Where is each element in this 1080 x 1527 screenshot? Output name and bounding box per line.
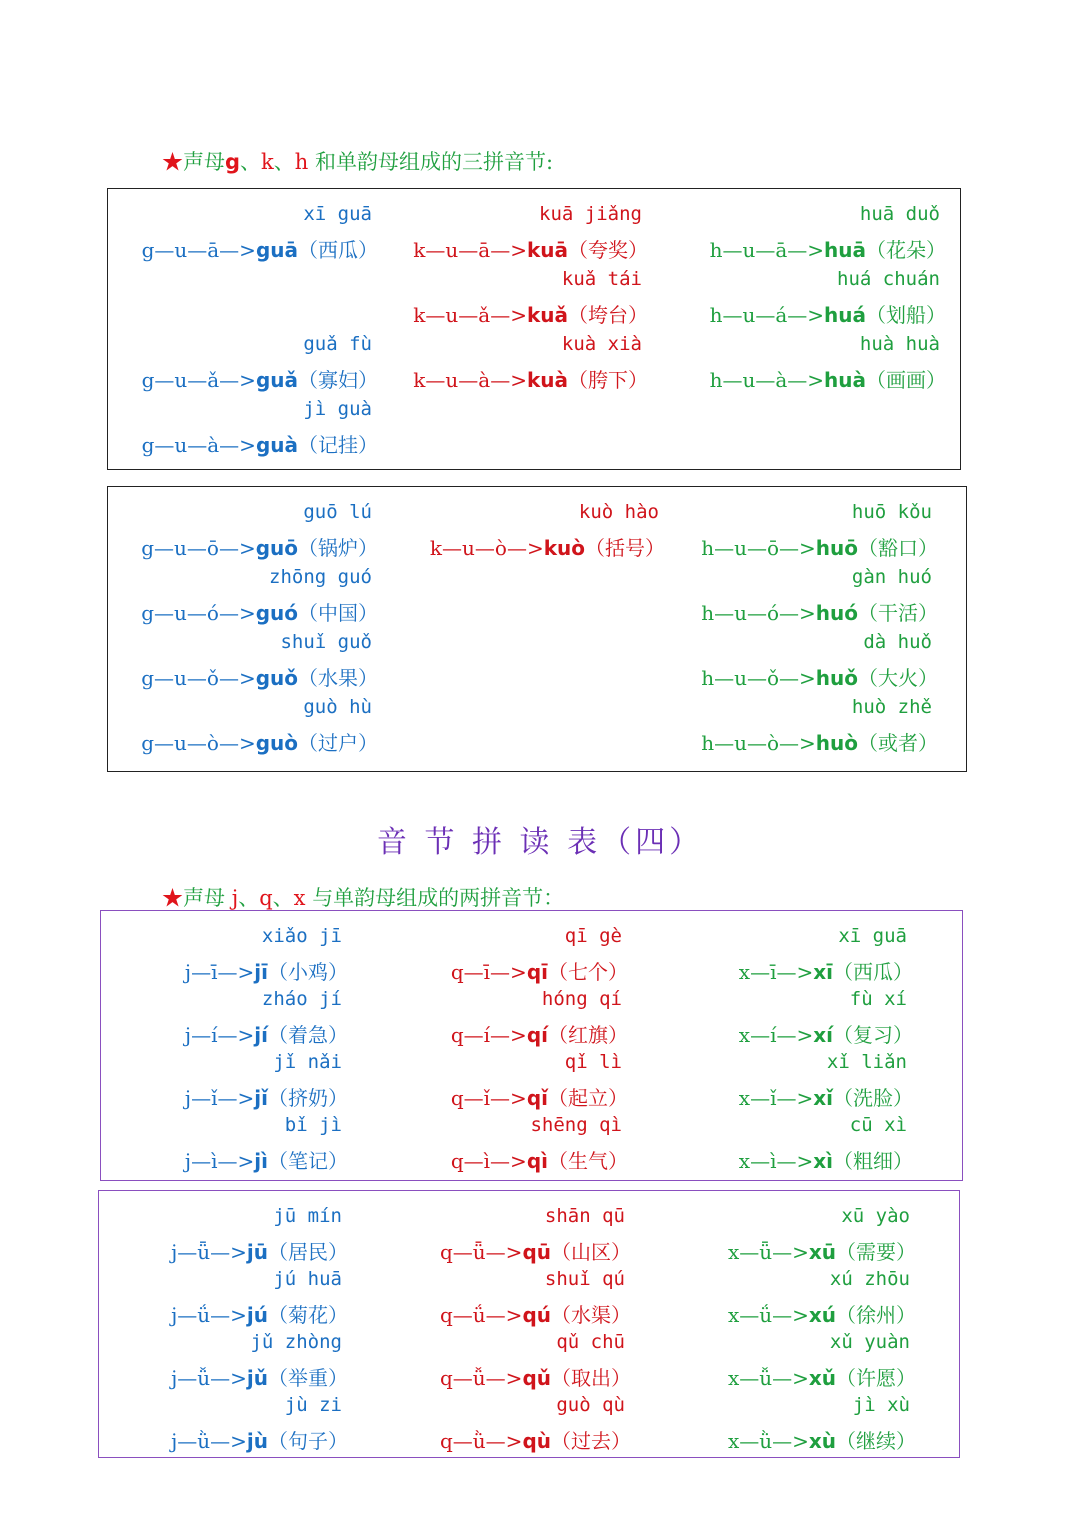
pinyin-label: shuǐ qú	[544, 1268, 625, 1290]
syllable-spelling	[701, 727, 938, 756]
pinyin-label: xú zhōu	[829, 1268, 910, 1290]
spelling-steps: q—ǚ—>	[439, 1366, 523, 1390]
pinyin-label: fù xí	[849, 988, 907, 1010]
syllable-spelling	[141, 662, 378, 691]
pinyin-label: shēng qì	[530, 1114, 622, 1136]
syllable-spelling	[185, 956, 348, 985]
star-icon: ★	[162, 886, 183, 910]
syllable-spelling	[440, 1425, 631, 1454]
example-word: （复习）	[833, 1023, 913, 1047]
pinyin-label: gàn huó	[851, 566, 932, 588]
pinyin-label: kuǎ tái	[561, 268, 642, 290]
example-word: （小鸡）	[268, 960, 348, 984]
spelling-steps: q—ǖ—>	[439, 1240, 523, 1264]
star-icon: ★	[162, 150, 183, 174]
syllable-spelling	[728, 1425, 916, 1454]
syllable-spelling	[710, 234, 946, 263]
example-word: （过去）	[551, 1429, 631, 1453]
syllable-spelling	[451, 1145, 628, 1174]
pinyin-label: jì xù	[852, 1394, 910, 1416]
spelling-steps: g—u—ā—>	[141, 238, 256, 262]
example-word: （居民）	[268, 1240, 348, 1264]
pinyin-label: qǔ chū	[556, 1331, 625, 1353]
pinyin-label: jū mín	[273, 1205, 342, 1227]
syllable-box-jqx-i	[100, 910, 963, 1181]
syllable-result: guō	[255, 536, 298, 560]
syllable-result: xù	[808, 1429, 836, 1453]
syllable-spelling	[413, 364, 648, 393]
syllable-spelling	[710, 299, 946, 328]
syllable-spelling	[701, 532, 938, 561]
pinyin-label: kuò hào	[578, 501, 659, 523]
spelling-steps: x—ì—>	[738, 1149, 814, 1173]
spelling-steps: g—u—ò—>	[141, 731, 256, 755]
example-word: （锅炉）	[298, 536, 378, 560]
syllable-result: guò	[255, 731, 298, 755]
syllable-spelling	[739, 956, 913, 985]
section-heading-jqx: ★声母 j、q、x 与单韵母组成的两拼音节：	[162, 886, 565, 910]
syllable-spelling	[710, 364, 946, 393]
syllable-spelling	[430, 532, 665, 561]
spelling-steps: x—ī—>	[738, 960, 814, 984]
spelling-steps: g—u—à—>	[141, 433, 256, 457]
syllable-spelling	[185, 1082, 348, 1111]
example-word: （干活）	[858, 601, 938, 625]
syllable-result: xū	[808, 1240, 836, 1264]
example-word: （洗脸）	[833, 1086, 913, 1110]
pinyin-label: guò qù	[556, 1394, 625, 1416]
example-word: （菊花）	[268, 1303, 348, 1327]
example-word: （许愿）	[836, 1366, 916, 1390]
syllable-spelling	[141, 727, 378, 756]
example-word: （寡妇）	[298, 368, 378, 392]
syllable-spelling	[413, 299, 648, 328]
example-word: （徐州）	[836, 1303, 916, 1327]
syllable-spelling	[728, 1299, 916, 1328]
spelling-steps: x—ǐ—>	[738, 1086, 814, 1110]
spelling-steps: x—ǘ—>	[727, 1303, 809, 1327]
pinyin-label: huā duǒ	[859, 203, 940, 225]
spelling-steps: j—ǐ—>	[184, 1086, 255, 1110]
pinyin-label: xī guā	[303, 203, 372, 225]
spelling-steps: k—u—ā—>	[413, 238, 527, 262]
syllable-result: qǔ	[522, 1366, 551, 1390]
syllable-box-gkh-ua	[107, 188, 961, 470]
pinyin-label: xiǎo jī	[261, 925, 342, 947]
spelling-steps: j—ǖ—>	[171, 1240, 247, 1264]
spelling-steps: j—ì—>	[184, 1149, 255, 1173]
pinyin-label: jǔ zhòng	[250, 1331, 342, 1353]
syllable-spelling	[451, 956, 628, 985]
syllable-spelling	[440, 1362, 631, 1391]
spelling-steps: x—ǚ—>	[727, 1366, 809, 1390]
example-word: （红旗）	[548, 1023, 628, 1047]
spelling-steps: q—ǘ—>	[439, 1303, 523, 1327]
syllable-result: xǔ	[808, 1366, 836, 1390]
spelling-steps: h—u—ǒ—>	[701, 666, 816, 690]
syllable-result: guǒ	[255, 666, 298, 690]
spelling-steps: k—u—ǎ—>	[413, 303, 527, 327]
syllable-result: jí	[254, 1023, 268, 1047]
syllable-spelling	[739, 1082, 913, 1111]
example-word: （或者）	[858, 731, 938, 755]
spelling-steps: q—ì—>	[450, 1149, 527, 1173]
spelling-steps: x—ǜ—>	[727, 1429, 809, 1453]
example-word: （起立）	[548, 1086, 628, 1110]
spelling-steps: q—ǐ—>	[450, 1086, 527, 1110]
pinyin-label: huá chuán	[837, 268, 940, 290]
example-word: （继续）	[836, 1429, 916, 1453]
syllable-result: jū	[246, 1240, 268, 1264]
example-word: （豁口）	[858, 536, 938, 560]
example-word: （中国）	[298, 601, 378, 625]
syllable-result: xì	[813, 1149, 833, 1173]
example-word: （画画）	[866, 368, 946, 392]
syllable-spelling	[701, 597, 938, 626]
spelling-steps: j—í—>	[184, 1023, 255, 1047]
syllable-spelling	[451, 1019, 628, 1048]
pinyin-label: kuà xià	[561, 333, 642, 355]
syllable-result: qú	[522, 1303, 551, 1327]
syllable-result: xī	[813, 960, 833, 984]
syllable-spelling	[728, 1236, 916, 1265]
pinyin-label: qī gè	[564, 925, 622, 947]
spelling-steps: j—ǜ—>	[171, 1429, 247, 1453]
syllable-spelling	[141, 532, 378, 561]
syllable-result: qū	[522, 1240, 551, 1264]
pinyin-label: kuā jiǎng	[539, 203, 642, 225]
pinyin-label: dà huǒ	[863, 631, 932, 653]
example-word: （着急）	[268, 1023, 348, 1047]
spelling-steps: k—u—à—>	[413, 368, 527, 392]
spelling-steps: q—ǜ—>	[439, 1429, 523, 1453]
spelling-steps: j—ǘ—>	[171, 1303, 247, 1327]
spelling-steps: h—u—á—>	[709, 303, 825, 327]
spelling-steps: j—ǚ—>	[171, 1366, 247, 1390]
pinyin-label: xī guā	[838, 925, 907, 947]
syllable-result: guó	[255, 601, 298, 625]
example-word: （记挂）	[298, 433, 378, 457]
syllable-spelling	[185, 1145, 348, 1174]
syllable-result: xǐ	[813, 1086, 833, 1110]
pinyin-label: jì guà	[303, 398, 372, 420]
pinyin-label: shuǐ guǒ	[280, 631, 372, 653]
pinyin-label: huà huà	[859, 333, 940, 355]
syllable-result: jī	[254, 960, 268, 984]
pinyin-label: guò hù	[303, 696, 372, 718]
syllable-spelling	[413, 234, 648, 263]
syllable-result: qǐ	[526, 1086, 548, 1110]
syllable-spelling	[171, 1299, 348, 1328]
pinyin-label: guō lú	[303, 501, 372, 523]
spelling-steps: g—u—ǎ—>	[141, 368, 256, 392]
syllable-result: kuǎ	[526, 303, 568, 327]
pinyin-label: xǐ liǎn	[826, 1051, 907, 1073]
pinyin-label: xǔ yuàn	[829, 1331, 910, 1353]
example-word: （取出）	[551, 1366, 631, 1390]
pinyin-label: zháo jí	[261, 988, 342, 1010]
spelling-steps: h—u—ō—>	[701, 536, 816, 560]
syllable-spelling	[739, 1019, 913, 1048]
pinyin-label: jù zi	[284, 1394, 342, 1416]
syllable-result: xú	[808, 1303, 836, 1327]
example-word: （水渠）	[551, 1303, 631, 1327]
spelling-steps: q—í—>	[450, 1023, 527, 1047]
example-word: （花朵）	[866, 238, 946, 262]
syllable-spelling	[171, 1236, 348, 1265]
syllable-spelling	[728, 1362, 916, 1391]
syllable-spelling	[185, 1019, 348, 1048]
example-word: （粗细）	[833, 1149, 913, 1173]
example-word: （句子）	[268, 1429, 348, 1453]
syllable-result: jǔ	[246, 1366, 268, 1390]
syllable-spelling	[440, 1299, 631, 1328]
syllable-spelling	[142, 364, 378, 393]
example-word: （垮台）	[568, 303, 648, 327]
syllable-result: qí	[526, 1023, 548, 1047]
syllable-result: qī	[526, 960, 548, 984]
pinyin-label: bǐ jì	[284, 1114, 342, 1136]
example-word: （七个）	[548, 960, 628, 984]
pinyin-label: jǐ nǎi	[273, 1051, 342, 1073]
syllable-result: huó	[815, 601, 858, 625]
example-word: （山区）	[551, 1240, 631, 1264]
example-word: （括号）	[585, 536, 665, 560]
syllable-result: huà	[824, 368, 866, 392]
syllable-result: huò	[815, 731, 858, 755]
syllable-result: qù	[522, 1429, 551, 1453]
spelling-steps: h—u—ó—>	[701, 601, 816, 625]
example-word: （划船）	[866, 303, 946, 327]
spelling-steps: g—u—ō—>	[141, 536, 256, 560]
syllable-spelling	[171, 1425, 348, 1454]
example-word: （举重）	[268, 1366, 348, 1390]
spelling-steps: h—u—à—>	[709, 368, 825, 392]
spelling-steps: x—ǖ—>	[727, 1240, 809, 1264]
syllable-result: kuò	[543, 536, 585, 560]
syllable-spelling	[701, 662, 938, 691]
syllable-spelling	[142, 429, 378, 458]
pinyin-label: huō kǒu	[851, 501, 932, 523]
spelling-steps: g—u—ǒ—>	[141, 666, 256, 690]
pinyin-label: zhōng guó	[269, 566, 372, 588]
example-word: （过户）	[298, 731, 378, 755]
syllable-result: kuà	[526, 368, 568, 392]
syllable-spelling	[141, 597, 378, 626]
syllable-result: kuā	[526, 238, 568, 262]
syllable-spelling	[171, 1362, 348, 1391]
example-word: （西瓜）	[298, 238, 378, 262]
syllable-result: guā	[255, 238, 298, 262]
syllable-result: huā	[824, 238, 866, 262]
example-word: （胯下）	[568, 368, 648, 392]
spelling-steps: j—ī—>	[184, 960, 255, 984]
syllable-result: jì	[254, 1149, 268, 1173]
pinyin-label: jú huā	[273, 1268, 342, 1290]
syllable-spelling	[440, 1236, 631, 1265]
syllable-spelling	[142, 234, 378, 263]
syllable-result: jú	[246, 1303, 268, 1327]
syllable-result: jǐ	[254, 1086, 268, 1110]
example-word: （大火）	[858, 666, 938, 690]
syllable-result: huō	[815, 536, 858, 560]
syllable-result: qì	[526, 1149, 548, 1173]
pinyin-label: xū yào	[841, 1205, 910, 1227]
pinyin-label: shān qū	[544, 1205, 625, 1227]
syllable-result: huá	[824, 303, 866, 327]
pinyin-label: qǐ lì	[564, 1051, 622, 1073]
spelling-steps: x—í—>	[738, 1023, 814, 1047]
syllable-result: xí	[813, 1023, 833, 1047]
example-word: （笔记）	[268, 1149, 348, 1173]
syllable-spelling	[739, 1145, 913, 1174]
spelling-steps: h—u—ā—>	[709, 238, 825, 262]
example-word: （需要）	[836, 1240, 916, 1264]
example-word: （生气）	[548, 1149, 628, 1173]
syllable-box-gkh-uo	[107, 486, 967, 772]
syllable-box-jqx-u	[98, 1190, 960, 1458]
pinyin-label: cū xì	[849, 1114, 907, 1136]
pinyin-label: huò zhě	[851, 696, 932, 718]
spelling-steps: k—u—ò—>	[429, 536, 544, 560]
syllable-result: guà	[255, 433, 298, 457]
spelling-steps: g—u—ó—>	[141, 601, 256, 625]
syllable-spelling	[451, 1082, 628, 1111]
page-title: 音 节 拼 读 表（四）	[376, 825, 704, 860]
section-heading-gkh: ★声母g、k、h 和单韵母组成的三拼音节:	[162, 150, 554, 174]
example-word: （西瓜）	[833, 960, 913, 984]
example-word: （挤奶）	[268, 1086, 348, 1110]
syllable-result: guǎ	[255, 368, 298, 392]
syllable-result: jù	[246, 1429, 268, 1453]
example-word: （夸奖）	[568, 238, 648, 262]
example-word: （水果）	[298, 666, 378, 690]
syllable-result: huǒ	[815, 666, 858, 690]
spelling-steps: q—ī—>	[450, 960, 527, 984]
spelling-steps: h—u—ò—>	[701, 731, 816, 755]
pinyin-label: guǎ fù	[303, 333, 372, 355]
pinyin-label: hóng qí	[541, 988, 622, 1010]
